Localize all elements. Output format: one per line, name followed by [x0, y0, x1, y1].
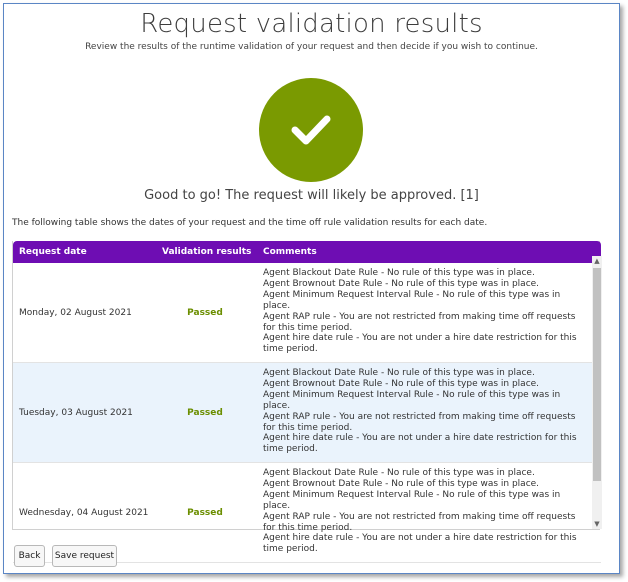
row-date: Tuesday, 03 August 2021 [19, 408, 133, 418]
table-header [13, 241, 601, 263]
back-button[interactable]: Back [14, 545, 45, 567]
table-body[interactable] [13, 263, 601, 555]
dialog-frame [3, 3, 620, 574]
comment-line: Agent Minimum Request Interval Rule - No rule of this type was in place. [263, 389, 561, 411]
page-title: Request validation results [140, 9, 483, 39]
row-comments [263, 268, 588, 355]
table-row [13, 363, 601, 463]
result-message: Good to go! The request will likely be approved. [1] [144, 188, 479, 203]
results-table [12, 241, 600, 555]
comment-line: Agent RAP rule - You are not restricted from making time off requests for this time period. [263, 411, 576, 433]
column-header-request-date: Request date [19, 247, 87, 257]
comment-line: Agent Blackout Date Rule - No rule of this type was in place. [263, 468, 535, 478]
row-result: Passed [187, 408, 223, 418]
table-row [13, 263, 601, 363]
success-indicator [259, 78, 363, 182]
comment-line: Agent Brownout Date Rule - No rule of this type was in place. [263, 278, 540, 289]
comment-line: Agent Blackout Date Rule - No rule of this type was in place. [263, 268, 535, 278]
scroll-down-arrow-icon[interactable]: ▼ [594, 520, 600, 528]
comment-line: Agent Brownout Date Rule - No rule of this type was in place. [263, 378, 540, 389]
table-intro: The following table shows the dates of your request and the time off rule validation results for each date. [12, 218, 488, 228]
column-header-comments: Comments [263, 247, 317, 257]
row-date: Wednesday, 04 August 2021 [19, 508, 149, 518]
row-result: Passed [187, 308, 223, 318]
comment-line: Agent hire date rule - You are not under a hire date restriction for this time period. [263, 433, 577, 455]
scroll-thumb[interactable] [593, 268, 601, 481]
row-comments [263, 468, 588, 555]
comment-line: Agent RAP rule - You are not restricted from making time off requests for this time period. [263, 511, 576, 533]
table-scrollbar[interactable] [592, 256, 602, 529]
scroll-up-arrow-icon[interactable]: ▲ [594, 257, 600, 265]
comment-line: Agent RAP rule - You are not restricted from making time off requests for this time period. [263, 311, 576, 333]
column-header-validation-results: Validation results [162, 247, 252, 257]
page-subtitle: Review the results of the runtime validation of your request and then decide if you wish to continue. [85, 42, 538, 52]
save-request-button[interactable]: Save request [52, 545, 117, 567]
comment-line: Agent Minimum Request Interval Rule - No rule of this type was in place. [263, 289, 561, 311]
row-result: Passed [187, 508, 223, 518]
comment-line: Agent Blackout Date Rule - No rule of this type was in place. [263, 368, 535, 378]
comment-line: Agent hire date rule - You are not under a hire date restriction for this time period. [263, 333, 577, 355]
comment-line: Agent Minimum Request Interval Rule - No rule of this type was in place. [263, 489, 561, 511]
row-comments [263, 368, 588, 455]
comment-line: Agent Brownout Date Rule - No rule of this type was in place. [263, 478, 540, 489]
comment-line: Agent hire date rule - You are not under a hire date restriction for this time period. [263, 533, 577, 555]
checkmark-icon [289, 108, 333, 152]
row-date: Monday, 02 August 2021 [19, 308, 132, 318]
